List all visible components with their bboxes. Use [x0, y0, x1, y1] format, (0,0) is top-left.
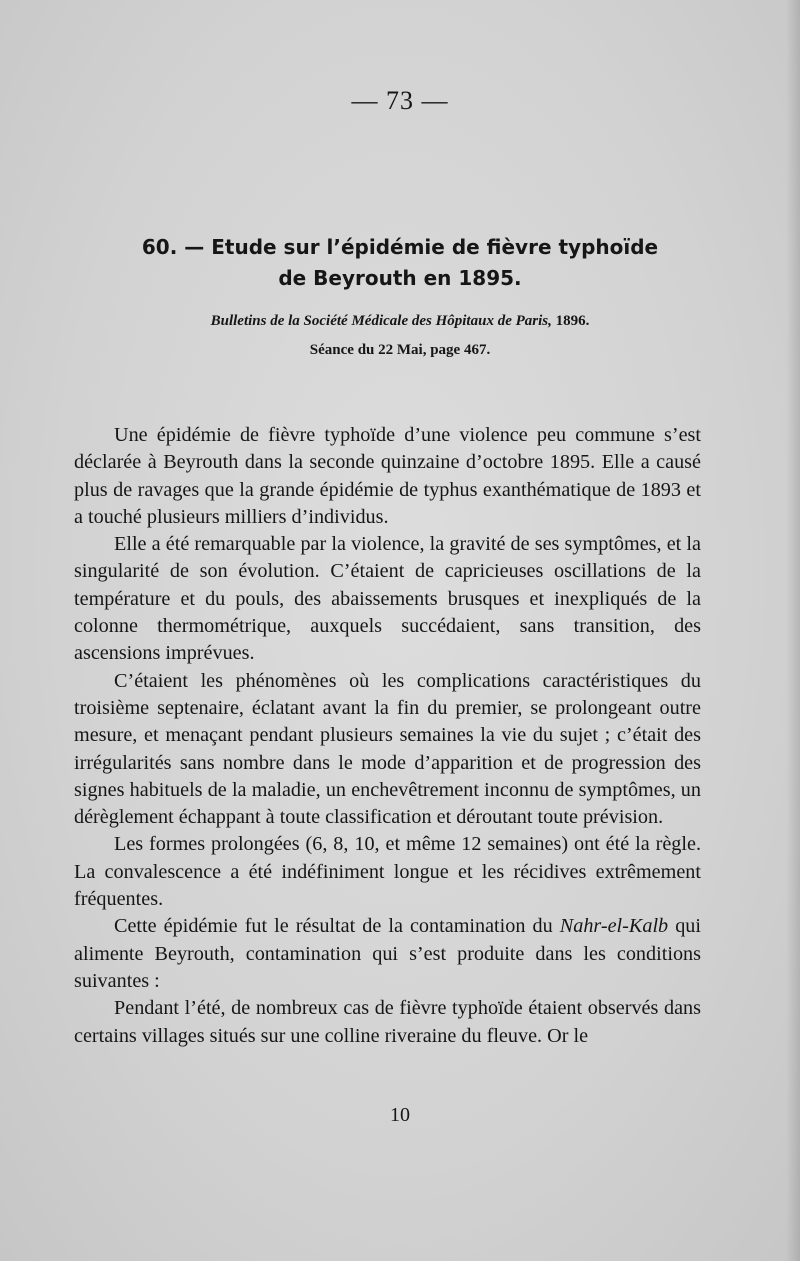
source-citation [0, 307, 800, 365]
river-name: Nahr-el-Kalb [559, 915, 669, 938]
paragraph-1: Une épidémie de fièvre typhoïde d’une violence peu commune s’est déclarée à Beyrouth dans la seconde quinzaine d’octobre 1895. Elle a causé plus de ravages que la grande épidémie de typhus exanthématique de 1893 et a touché plusieurs milliers d’individus. [74, 424, 701, 528]
seance-date: Séance du 22 Mai, page 467. [309, 342, 491, 358]
article-heading [0, 232, 800, 294]
paragraph-5 [74, 913, 701, 995]
signature-number: 10 [390, 1104, 410, 1126]
heading-line-1: 60. — Etude sur l’épidémie de fièvre typhoïde [141, 235, 659, 259]
paragraph-6: Pendant l’été, de nombreux cas de fièvre typhoïde étaient observés dans certains villages situés sur une colline riveraine du fleuve. Or le [74, 997, 701, 1047]
heading-line-2: de Beyrouth en 1895. [278, 266, 522, 290]
paragraph-5-text-a: Cette épidémie fut le résultat de la contamination du [114, 915, 560, 938]
bulletin-year: 1896. [555, 313, 590, 329]
paragraph-2: Elle a été remarquable par la violence, la gravité de ses symptômes, et la singularité de son évolution. C’étaient de capricieuses oscillations de la température et du pouls, des abaissements brusques et inexpliqués de la colonne thermométrique, auxquels succédaient, sans transition, des ascensions imprévues. [74, 533, 701, 665]
page-edge-shadow [786, 0, 800, 1261]
page-number: — 73 — [351, 86, 449, 115]
paragraph-4: Les formes prolongées (6, 8, 10, et même 12 semaines) ont été la règle. La convalescence a été indéfiniment longue et les récidives extrêmement fréquentes. [74, 833, 701, 911]
paragraph-5-text-b: qui alimente Beyrouth, contamination qui s’est produite dans les conditions suivantes : [74, 915, 702, 992]
article-body [74, 422, 701, 1050]
paragraph-3: C’étaient les phénomènes où les complications caractéristiques du troisième septenaire, éclatant avant la fin du premier, se prolongeant outre mesure, et menaçant pendant plusieurs semaines la vie du sujet ; c’était des irrégularités sans nombre dans le mode d’apparition et de progression des signes habituels de la maladie, un enchevêtrement inconnu de symptômes, un dérèglement échappant à toute classification et déroutant toute prévision. [74, 669, 701, 829]
bulletin-title: Bulletins de la Société Médicale des Hôpitaux de Paris, [210, 313, 552, 329]
